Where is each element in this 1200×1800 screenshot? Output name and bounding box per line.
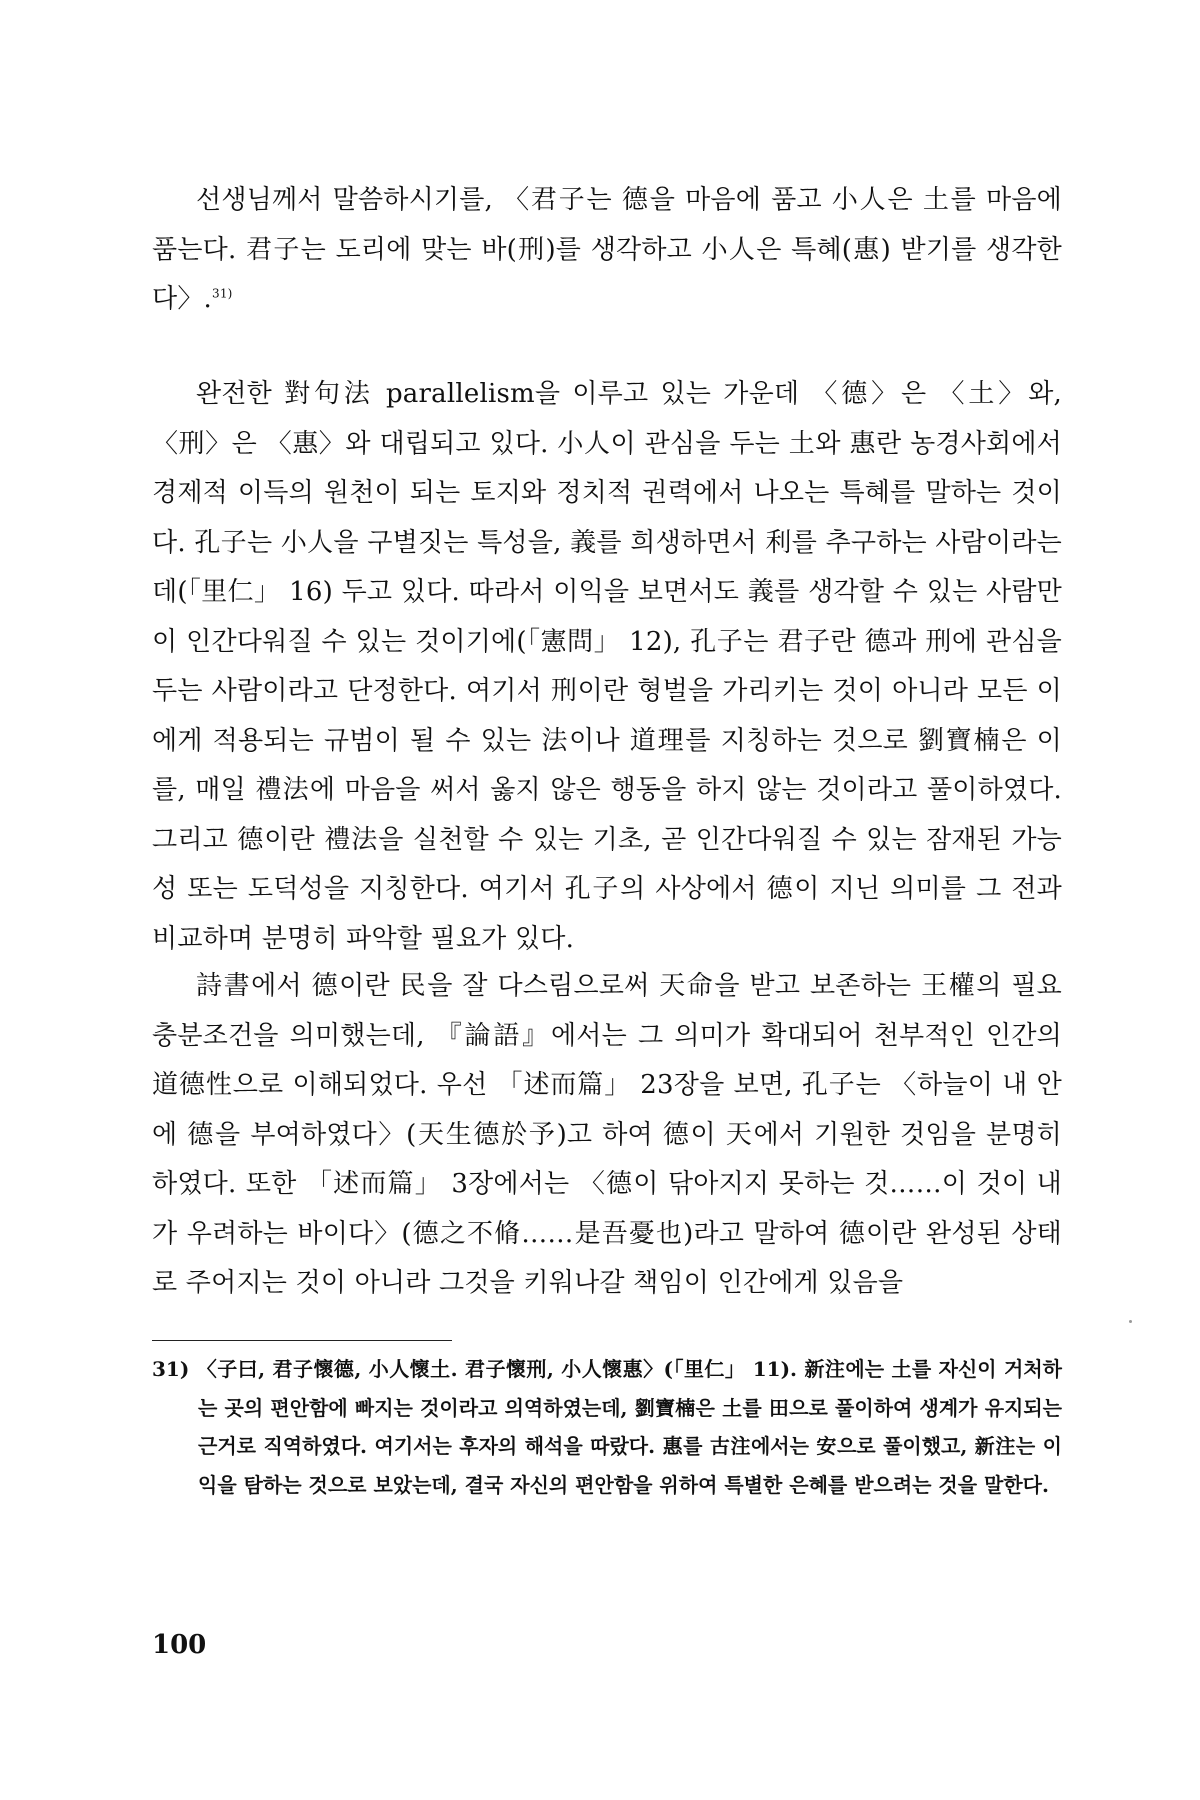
paragraph-text: 詩書에서 德이란 民을 잘 다스림으로써 天命을 받고 보존하는 王權의 필요충분조건을 의미했는데, 『論語』에서는 그 의미가 확대되어 천부적인 인간의 道德性으로 이해되었다. 우선 「述而篇」 23장을 보면, 孔子는 〈하늘이 내 안에 德을 부여하였다〉(天生德於予)고 하여 德이 天에서 기원한 것임을 분명히 하였다. 또한 「述而篇」 3장에서는 〈德이 닦아지지 못하는 것……이 것이 내가 우려하는 바이다〉(德之不脩……是吾憂也)라고 말하여 德이란 완성된 상태로 주어지는 것이 아니라 그것을 키워나갈 책임이 인간에게 있음을 [152,971,1062,1298]
footnote [152,1350,1062,1504]
scan-speck [1129,1320,1132,1323]
quotation-text: 선생님께서 말씀하시기를, 〈君子는 德을 마음에 품고 小人은 土를 마음에 품는다. 君子는 도리에 맞는 바(刑)를 생각하고 小人은 특혜(惠) 받기를 생각한다〉. [152,185,1062,314]
body-paragraph-2 [152,962,1062,1309]
body-paragraph-1 [152,370,1062,964]
footnote-line [152,1350,1062,1504]
quotation-paragraph [152,176,1062,325]
footnote-text: 〈子曰, 君子懷德, 小人懷土. 君子懷刑, 小人懷惠〉(「里仁」 11). 新注에는 土를 자신이 거처하는 곳의 편안함에 빠지는 것이라고 의역하였는데, 劉寶楠은 土를 田으로 풀이하여 생계가 유지되는 근거로 직역하였다. 여기서는 후자의 해석을 따랐다. 惠를 古注에서는 安으로 풀이했고, 新注는 이익을 탐하는 것으로 보았는데, 결국 자신의 편안함을 위하여 특별한 은혜를 받으려는 것을 말한다. [196,1357,1062,1497]
paragraph-text: 완전한 對句法 parallelism을 이루고 있는 가운데 〈德〉은 〈土〉와, 〈刑〉은 〈惠〉와 대립되고 있다. 小人이 관심을 두는 土와 惠란 농경사회에서 경제적 이득의 원천이 되는 토지와 정치적 권력에서 나오는 특혜를 말하는 것이다. 孔子는 小人을 구별짓는 특성을, 義를 희생하면서 利를 추구하는 사람이라는 데(「里仁」 16) 두고 있다. 따라서 이익을 보면서도 義를 생각할 수 있는 사람만이 인간다워질 수 있는 것이기에(「憲問」 12), 孔子는 君子란 德과 刑에 관심을 두는 사람이라고 단정한다. 여기서 刑이란 형벌을 가리키는 것이 아니라 모든 이에게 적용되는 규범이 될 수 있는 法이나 道理를 지칭하는 것으로 劉寶楠은 이를, 매일 禮法에 마음을 써서 옳지 않은 행동을 하지 않는 것이라고 풀이하였다. 그리고 德이란 禮法을 실천할 수 있는 기초, 곧 인간다워질 수 있는 잠재된 가능성 또는 도덕성을 지칭한다. 여기서 孔子의 사상에서 德이 지닌 의미를 그 전과 비교하며 분명히 파악할 필요가 있다. [152,379,1062,954]
quotation-text-line [152,176,1062,325]
page-number: 100 [152,1630,207,1660]
footnote-reference: 31) [211,286,233,301]
footnote-divider [152,1340,452,1341]
footnote-marker: 31) [152,1357,190,1381]
